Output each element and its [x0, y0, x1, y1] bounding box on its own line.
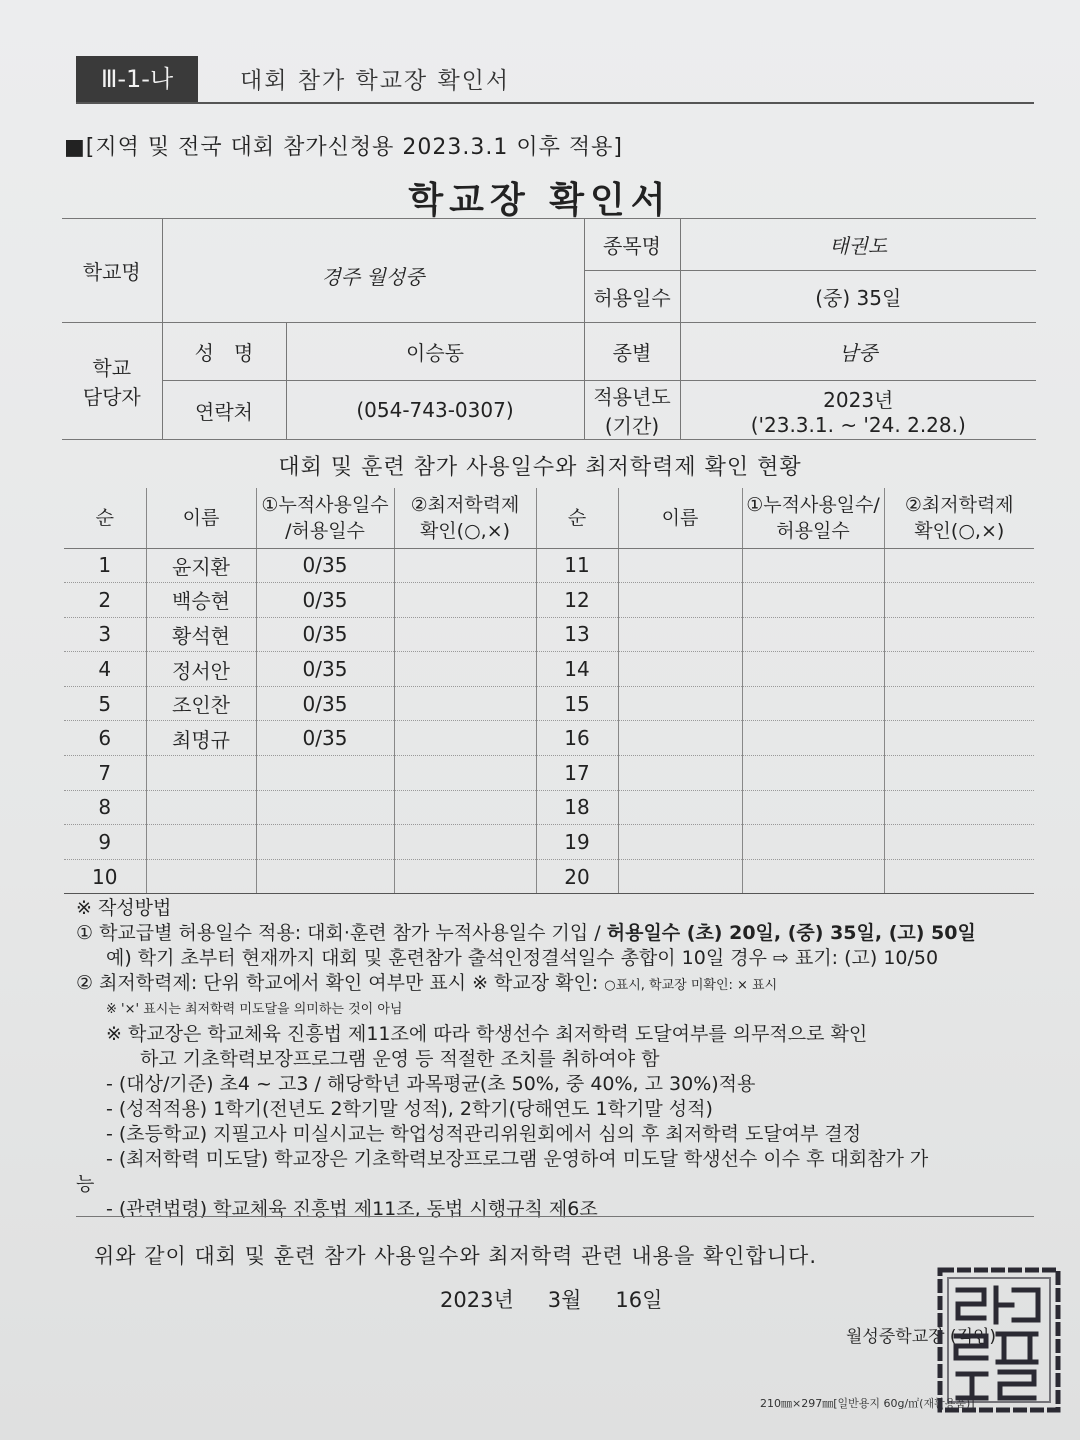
school-name-value: 경주 월성중 [162, 219, 584, 323]
note-1-bold: 허용일수 (초) 20일, (중) 35일, (고) 50일 [606, 922, 976, 944]
paper-spec: 210㎜×297㎜[일반용지 60g/㎡(재활용품)] [760, 1397, 975, 1410]
row-check-right [884, 756, 1034, 791]
row-no-left: 9 [64, 825, 146, 860]
principal-signature: 월성중학교장 (직인) [846, 1327, 997, 1347]
sport-label: 종목명 [584, 219, 680, 271]
header-name-left: 이름 [146, 488, 256, 548]
row-no-right: 13 [536, 617, 618, 652]
period-label [584, 381, 680, 440]
period-label-line2: (기간) [604, 414, 660, 438]
usage-header-row [64, 488, 1034, 548]
row-days-right [742, 686, 884, 721]
row-name-right [618, 790, 742, 825]
row-no-left: 10 [64, 859, 146, 894]
row-no-right: 11 [536, 548, 618, 583]
row-no-left: 6 [64, 721, 146, 756]
row-name-right [618, 617, 742, 652]
row-check-right [884, 859, 1034, 894]
contact-value: (054-743-0307) [286, 381, 584, 440]
header-name-right: 이름 [618, 488, 742, 548]
table-row [64, 721, 1034, 756]
note-2-marks: ○표시, 학교장 미확인: × 표시 [604, 978, 778, 993]
row-name-right [618, 859, 742, 894]
row-name-left: 황석현 [146, 617, 256, 652]
row-days-right [742, 825, 884, 860]
row-name-left: 백승현 [146, 583, 256, 618]
row-check-right [884, 652, 1034, 687]
row-no-left: 7 [64, 756, 146, 791]
row-check-right [884, 686, 1034, 721]
school-info-table [62, 218, 1036, 440]
row-check-left [394, 790, 536, 825]
row-no-left: 2 [64, 583, 146, 618]
row-name-right [618, 721, 742, 756]
header-no-left: 순 [64, 488, 146, 548]
row-days-left [256, 825, 394, 860]
writing-instructions [76, 896, 1036, 1222]
allowed-days-label: 허용일수 [584, 271, 680, 323]
row-name-right [618, 686, 742, 721]
date-day: 16일 [615, 1288, 663, 1312]
row-name-left: 윤지환 [146, 548, 256, 583]
table-row [64, 825, 1034, 860]
row-days-right [742, 859, 884, 894]
table-row [64, 583, 1034, 618]
table-row [64, 548, 1034, 583]
signature-date [440, 1284, 696, 1314]
row-name-right [618, 652, 742, 687]
row-name-left [146, 825, 256, 860]
row-check-left [394, 652, 536, 687]
table-row [64, 756, 1034, 791]
row-days-left [256, 859, 394, 894]
row-check-left [394, 825, 536, 860]
row-days-left: 0/35 [256, 548, 394, 583]
header-divider [76, 102, 1034, 104]
confirmation-statement: 위와 같이 대회 및 훈련 참가 사용일수와 최저학력 관련 내용을 확인합니다. [94, 1244, 818, 1268]
official-seal-icon [934, 1262, 1064, 1417]
row-check-right [884, 548, 1034, 583]
row-days-left: 0/35 [256, 617, 394, 652]
contact-label: 연락처 [162, 381, 286, 440]
detail-below-minimum: - (최저학력 미도달) 학교장은 기초학력보장프로그램 운영하여 미도달 학생선수 이수 후 대회참가 가 [106, 1148, 929, 1170]
table-row [64, 790, 1034, 825]
row-check-left [394, 721, 536, 756]
header-check-left-line2: 확인(○,×) [419, 519, 511, 542]
header-check-right-line2: 확인(○,×) [914, 519, 1005, 542]
usage-table [64, 488, 1034, 894]
document-title: 학교장 확인서 [408, 180, 672, 221]
usage-table-title: 대회 및 훈련 참가 사용일수와 최저학력제 확인 현황 [278, 455, 802, 480]
detail-grades: - (성적적용) 1학기(전년도 2학기말 성적), 2학기(당해연도 1학기말 성적) [106, 1098, 713, 1120]
row-days-right [742, 548, 884, 583]
row-no-right: 15 [536, 686, 618, 721]
header-days-left [256, 488, 394, 548]
row-name-left: 조인찬 [146, 686, 256, 721]
row-days-right [742, 617, 884, 652]
staff-name-label: 성 명 [162, 323, 286, 381]
row-name-right [618, 825, 742, 860]
note-3: ※ '×' 표시는 최저학력 미도달을 의미하는 것이 아님 [106, 1002, 403, 1017]
header-check-right-line1: ②최저학력제 [904, 493, 1014, 516]
detail-elementary: - (초등학교) 지필고사 미실시교는 학업성적관리위원회에서 심의 후 최저학력 도달여부 결정 [106, 1123, 862, 1145]
application-subheading: ■[지역 및 전국 대회 참가신청용 2023.3.1 이후 적용] [64, 135, 623, 160]
row-no-left: 5 [64, 686, 146, 721]
row-no-right: 20 [536, 859, 618, 894]
staff-label [62, 323, 162, 440]
table-row [64, 859, 1034, 894]
row-no-right: 12 [536, 583, 618, 618]
section-code-tag: Ⅲ-1-나 [76, 56, 198, 102]
row-check-right [884, 721, 1034, 756]
header-check-right [884, 488, 1034, 548]
sport-value: 태권도 [680, 219, 1036, 271]
header-days-left-line1: ①누적사용일수 [261, 493, 389, 516]
row-no-left: 1 [64, 548, 146, 583]
header-check-left [394, 488, 536, 548]
row-days-left: 0/35 [256, 721, 394, 756]
row-no-right: 19 [536, 825, 618, 860]
section-title: 대회 참가 학교장 확인서 [240, 68, 511, 94]
row-no-left: 4 [64, 652, 146, 687]
row-check-left [394, 859, 536, 894]
detail-below-minimum-cont: 능 [76, 1173, 95, 1195]
category-label: 종별 [584, 323, 680, 381]
school-name-label: 학교명 [62, 219, 162, 323]
row-name-left: 최명규 [146, 721, 256, 756]
detail-law: - (관련법령) 학교체육 진흥법 제11조, 동법 시행규칙 제6조 [106, 1198, 598, 1220]
staff-name-value: 이승동 [286, 323, 584, 381]
instructions-heading: ※ 작성방법 [76, 897, 172, 919]
period-label-line1: 적용년도 [593, 385, 671, 409]
period-value-year: 2023년 [823, 387, 894, 412]
row-check-right [884, 617, 1034, 652]
row-name-left [146, 756, 256, 791]
table-row [64, 652, 1034, 687]
row-name-right [618, 548, 742, 583]
row-days-left [256, 756, 394, 791]
row-check-right [884, 825, 1034, 860]
staff-label-line1: 학교 [92, 356, 132, 380]
row-no-right: 17 [536, 756, 618, 791]
row-days-right [742, 652, 884, 687]
row-name-left [146, 859, 256, 894]
row-days-right [742, 790, 884, 825]
row-no-right: 14 [536, 652, 618, 687]
row-name-right [618, 756, 742, 791]
row-check-right [884, 790, 1034, 825]
table-row [64, 686, 1034, 721]
row-check-left [394, 756, 536, 791]
staff-label-line2: 담당자 [82, 385, 141, 409]
detail-target: - (대상/기준) 초4 ~ 고3 / 해당학년 과목평균(초 50%, 중 40%, 고 30%)적용 [106, 1073, 756, 1095]
row-days-right [742, 756, 884, 791]
row-days-left: 0/35 [256, 583, 394, 618]
table-row [64, 617, 1034, 652]
row-days-left: 0/35 [256, 686, 394, 721]
row-no-right: 16 [536, 721, 618, 756]
header-days-right-line1: ①누적사용일수/ [746, 493, 880, 516]
note-1-example: 예) 학기 초부터 현재까지 대회 및 훈련참가 출석인정결석일수 총합이 10일 경우 ⇨ 표기: (고) 10/50 [106, 947, 939, 969]
date-month: 3월 [547, 1288, 582, 1312]
row-no-right: 18 [536, 790, 618, 825]
period-value [680, 381, 1036, 440]
row-no-left: 8 [64, 790, 146, 825]
row-days-left [256, 790, 394, 825]
header-days-right-line2: 허용일수 [776, 519, 850, 542]
header-no-right: 순 [536, 488, 618, 548]
note-4-line2: 하고 기초학력보장프로그램 운영 등 적절한 조치를 취하여야 함 [140, 1048, 660, 1070]
period-value-range: ('23.3.1. ~ '24. 2.28.) [750, 412, 966, 437]
row-check-right [884, 583, 1034, 618]
row-days-left: 0/35 [256, 652, 394, 687]
date-year: 2023년 [440, 1288, 514, 1312]
note-1 [76, 921, 1036, 946]
row-check-left [394, 686, 536, 721]
header-days-right [742, 488, 884, 548]
row-days-right [742, 721, 884, 756]
category-value: 남중 [680, 323, 1036, 381]
row-name-right [618, 583, 742, 618]
allowed-days-value: (중) 35일 [680, 271, 1036, 323]
row-check-left [394, 583, 536, 618]
row-days-right [742, 583, 884, 618]
header-days-left-line2: /허용일수 [285, 519, 365, 542]
note-1-text: ① 학교급별 허용일수 적용: 대회·훈련 참가 누적사용일수 기입 / [76, 922, 607, 944]
footer-divider [76, 1216, 1034, 1217]
row-no-left: 3 [64, 617, 146, 652]
header-check-left-line1: ②최저학력제 [410, 493, 520, 516]
note-2-text: ② 최저학력제: 단위 학교에서 확인 여부만 표시 ※ 학교장 확인: [76, 972, 605, 994]
row-check-left [394, 548, 536, 583]
row-check-left [394, 617, 536, 652]
row-name-left [146, 790, 256, 825]
note-2 [76, 971, 1036, 998]
row-name-left: 정서안 [146, 652, 256, 687]
note-4-line1: ※ 학교장은 학교체육 진흥법 제11조에 따라 학생선수 최저학력 도달여부를 의무적으로 확인 [106, 1023, 868, 1045]
